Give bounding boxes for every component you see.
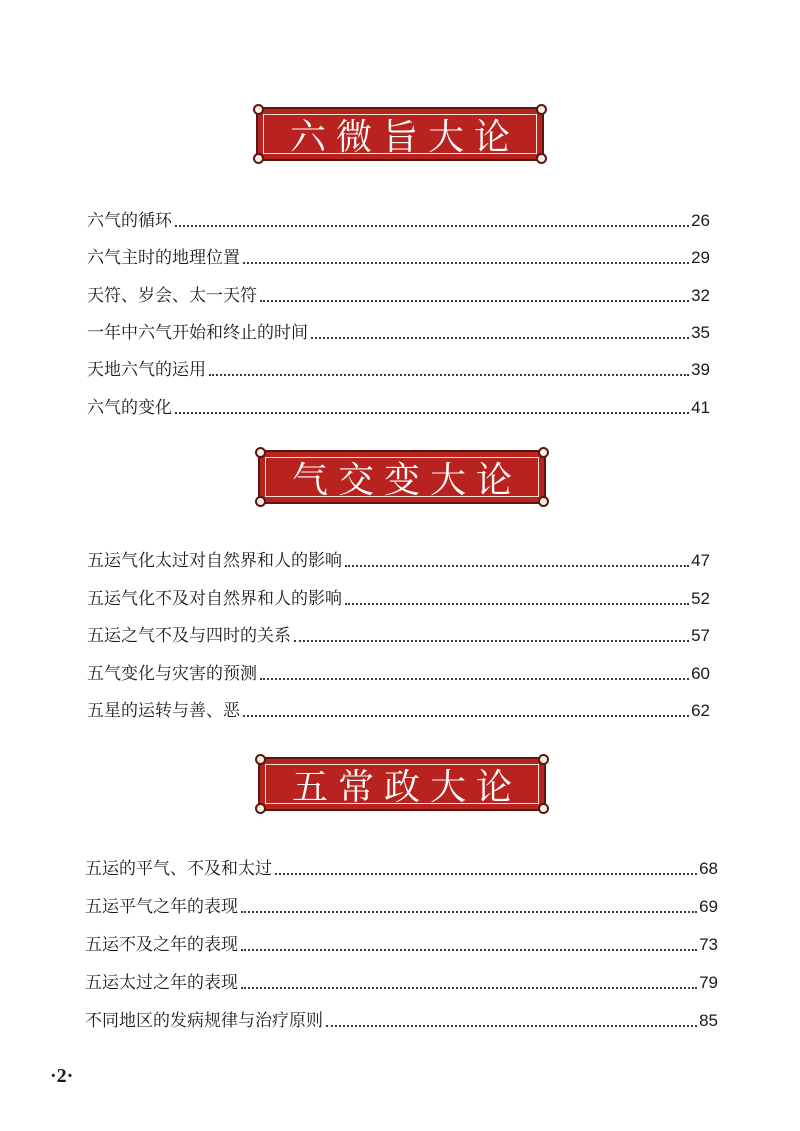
toc-entry[interactable] — [87, 696, 710, 722]
toc-entry[interactable] — [85, 1006, 718, 1032]
toc-entry-page: 35 — [691, 323, 710, 342]
toc-entry-page: 32 — [691, 286, 710, 305]
dot-leader — [345, 603, 689, 605]
toc-entry-label: 五运平气之年的表现 — [85, 897, 238, 917]
toc-entry-page: 73 — [699, 935, 718, 954]
dot-leader — [260, 300, 689, 302]
toc-entry-page: 39 — [691, 360, 710, 379]
toc-entry-label: 天地六气的运用 — [87, 360, 206, 380]
dot-leader — [243, 262, 689, 264]
toc-entry[interactable] — [85, 854, 718, 880]
toc-entry-page: 62 — [691, 701, 710, 720]
toc-entry-label: 天符、岁会、太一天符 — [87, 286, 257, 306]
toc-entry-page: 79 — [699, 973, 718, 992]
dot-leader — [326, 1025, 697, 1027]
toc-entry-page: 57 — [691, 626, 710, 645]
toc-entry[interactable] — [87, 355, 710, 381]
toc-entry-label: 五运的平气、不及和太过 — [85, 859, 272, 879]
dot-leader — [311, 337, 689, 339]
section-title: 气交变大论 — [291, 459, 522, 501]
dot-leader — [243, 715, 689, 717]
toc-entry-page: 47 — [691, 551, 710, 570]
dot-leader — [260, 678, 689, 680]
toc-entry[interactable] — [87, 243, 710, 269]
dot-leader — [345, 565, 689, 567]
dot-leader — [294, 640, 689, 642]
toc-entry-page: 68 — [699, 859, 718, 878]
toc-entry[interactable] — [87, 281, 710, 307]
toc-entry-label: 一年中六气开始和终止的时间 — [87, 323, 308, 343]
dot-leader — [275, 873, 697, 875]
toc-entry[interactable] — [87, 546, 710, 572]
toc-entry[interactable] — [85, 968, 718, 994]
toc-entry-label: 五运气化不及对自然界和人的影响 — [87, 589, 342, 609]
toc-entry-label: 五运太过之年的表现 — [85, 973, 238, 993]
toc-entry[interactable] — [87, 659, 710, 685]
dot-leader — [175, 412, 689, 414]
dot-leader — [175, 225, 689, 227]
toc-entry[interactable] — [87, 621, 710, 647]
toc-entry-page: 26 — [691, 211, 710, 230]
section-2-banner — [258, 450, 546, 504]
toc-entry-label: 六气的变化 — [87, 398, 172, 418]
section-title: 五常政大论 — [291, 766, 522, 808]
toc-entry[interactable] — [85, 930, 718, 956]
toc-entry-label: 不同地区的发病规律与治疗原则 — [85, 1011, 323, 1031]
toc-entry-label: 六气主时的地理位置 — [87, 248, 240, 268]
toc-entry-page: 85 — [699, 1011, 718, 1030]
toc-entry-page: 29 — [691, 248, 710, 267]
section-1-banner — [256, 107, 544, 161]
dot-leader — [241, 911, 697, 913]
toc-entry-label: 五运不及之年的表现 — [85, 935, 238, 955]
toc-entry-label: 五星的运转与善、恶 — [87, 701, 240, 721]
toc-entry[interactable] — [87, 584, 710, 610]
toc-entry[interactable] — [87, 206, 710, 232]
toc-entry-label: 五运气化太过对自然界和人的影响 — [87, 551, 342, 571]
toc-entry-label: 五运之气不及与四时的关系 — [87, 626, 291, 646]
dot-leader — [241, 987, 697, 989]
section-3-banner — [258, 757, 546, 811]
toc-entry-label: 六气的循环 — [87, 211, 172, 231]
toc-entry-page: 52 — [691, 589, 710, 608]
toc-entry[interactable] — [87, 393, 710, 419]
page-number: ·2· — [50, 1065, 74, 1087]
section-title: 六微旨大论 — [289, 116, 520, 158]
toc-entry[interactable] — [85, 892, 718, 918]
toc-entry-page: 60 — [691, 664, 710, 683]
toc-entry-label: 五气变化与灾害的预测 — [87, 664, 257, 684]
dot-leader — [209, 374, 689, 376]
toc-entry[interactable] — [87, 318, 710, 344]
toc-entry-page: 69 — [699, 897, 718, 916]
toc-entry-page: 41 — [691, 398, 710, 417]
dot-leader — [241, 949, 697, 951]
